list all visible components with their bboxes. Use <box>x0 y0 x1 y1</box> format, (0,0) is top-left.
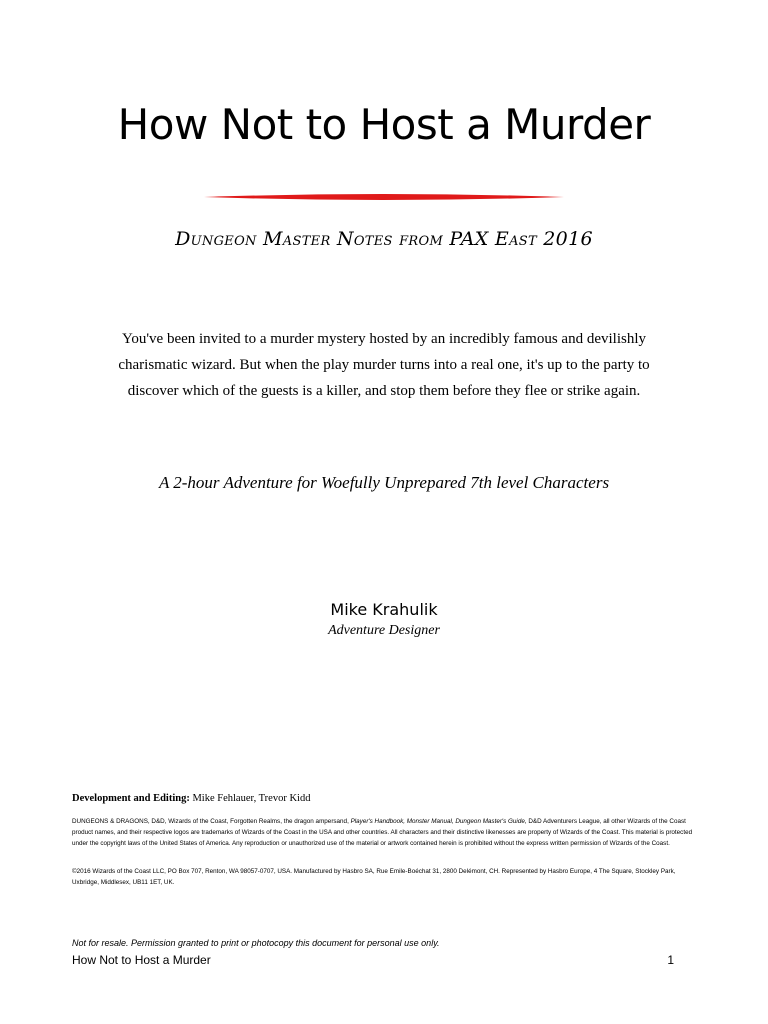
title-divider <box>204 188 564 206</box>
credits-names: Mike Fehlauer, Trevor Kidd <box>192 793 311 804</box>
copyright-notice: ©2016 Wizards of the Coast LLC, PO Box 707, Renton, WA 98057-0707, USA. Manufactured by Hasbro SA, Rue Emile-Boéchat 31, 2800 Delémont, CH. Represented by Hasbro Europe, 4 The Square, Stockley Park, Uxbridge, Middlesex, UB11 1ET, UK. <box>72 868 676 886</box>
author-role: Adventure Designer <box>328 623 440 638</box>
adventure-tagline: A 2-hour Adventure for Woefully Unprepared 7th level Characters <box>158 473 610 492</box>
trademark-notice <box>72 816 696 849</box>
intro-paragraph: You've been invited to a murder mystery hosted by an incredibly famous and devilishly charismatic wizard. But when the play murder turns into a real one, it's up to the party to discover which of the guests is a killer, and stop them before they flee or strike again. <box>118 331 650 399</box>
page-number: 1 <box>667 953 674 967</box>
author-name: Mike Krahulik <box>330 600 438 619</box>
trademark-book-titles: Player's Handbook, Monster Manual, Dungeon Master's Guide, <box>350 818 527 825</box>
document-title: How Not to Host a Murder <box>117 100 651 149</box>
credits-label: Development and Editing: <box>72 793 190 804</box>
trademark-text-2: D&D Adventurers League, all other Wizards of the Coast product names, and their respective logos are trademarks of Wizards of the Coast in the USA and other countries. All characters and their distinctive likenesses are property of Wizards of the Coast. This material is protected under the copyright laws of the United States of America. Any reproduction or unauthorized use of the material or artwork contained herein is prohibited without the express written permission of Wizards of the Coast. <box>72 818 693 847</box>
resale-notice: Not for resale. Permission granted to print or photocopy this document for personal use only. <box>72 938 440 948</box>
trademark-text-1: DUNGEONS & DRAGONS, D&D, Wizards of the Coast, Forgotten Realms, the dragon ampersand, <box>72 818 351 825</box>
credits-line <box>72 793 696 804</box>
footer-title: How Not to Host a Murder <box>72 953 211 967</box>
document-subtitle: Dungeon Master Notes from PAX East 2016 <box>175 228 593 250</box>
